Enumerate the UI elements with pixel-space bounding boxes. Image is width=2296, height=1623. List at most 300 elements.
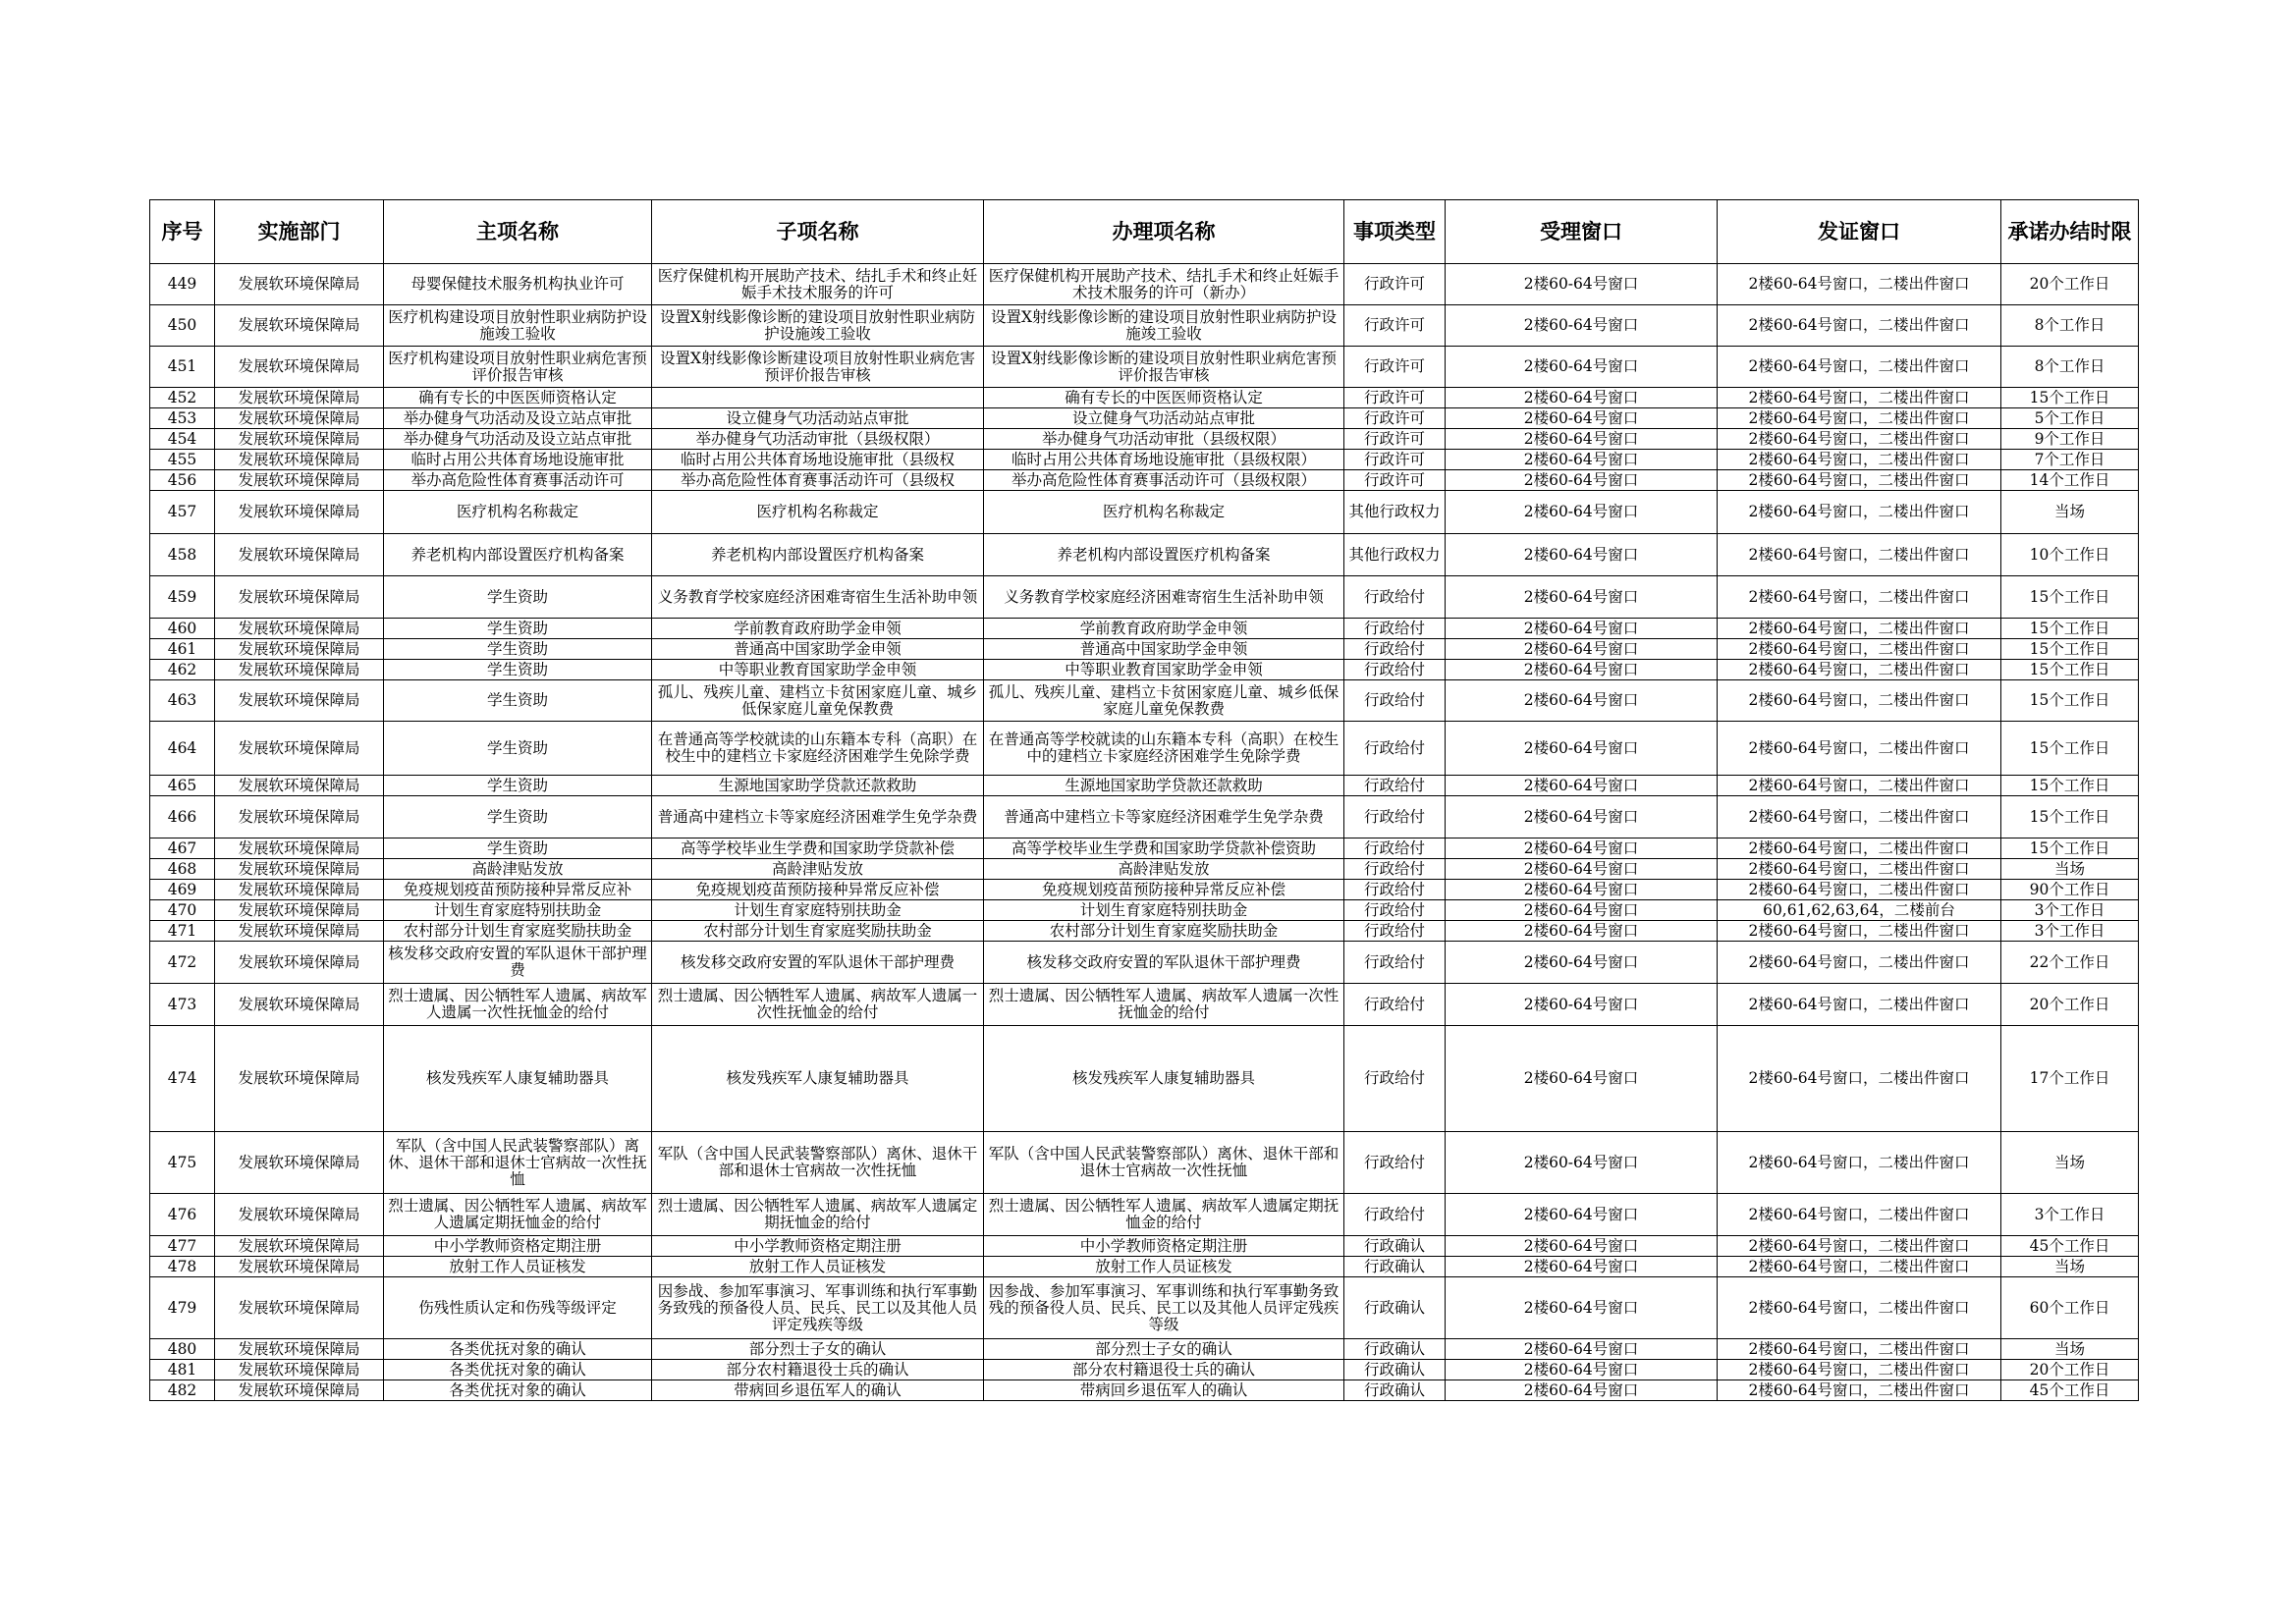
row-index: 475 xyxy=(150,1132,215,1194)
row-item-type: 行政许可 xyxy=(1344,388,1446,408)
row-department: 发展软环境保障局 xyxy=(215,859,384,880)
row-department: 发展软环境保障局 xyxy=(215,1026,384,1132)
row-item-type: 行政给付 xyxy=(1344,984,1446,1026)
row-time-limit: 当场 xyxy=(2001,1339,2139,1360)
row-handling-item: 因参战、参加军事演习、军事训练和执行军事勤务致残的预备役人员、民兵、民工以及其他人员评定残疾等级 xyxy=(984,1277,1344,1339)
row-handling-item: 普通高中国家助学金申领 xyxy=(984,639,1344,660)
row-handling-item: 在普通高等学校就读的山东籍本专科（高职）在校生中的建档立卡家庭经济困难学生免除学费 xyxy=(984,722,1344,776)
row-item-type: 行政确认 xyxy=(1344,1339,1446,1360)
row-sub-item: 学前教育政府助学金申领 xyxy=(652,619,984,639)
row-item-type: 行政给付 xyxy=(1344,619,1446,639)
table-row xyxy=(150,639,2139,660)
row-issue-window: 2楼60-64号窗口，二楼出件窗口 xyxy=(1718,1194,2001,1236)
row-issue-window: 2楼60-64号窗口，二楼出件窗口 xyxy=(1718,639,2001,660)
row-item-type: 行政给付 xyxy=(1344,1132,1446,1194)
row-sub-item: 免疫规划疫苗预防接种异常反应补偿 xyxy=(652,880,984,900)
row-main-item: 各类优抚对象的确认 xyxy=(384,1360,652,1380)
row-issue-window: 2楼60-64号窗口，二楼出件窗口 xyxy=(1718,534,2001,576)
row-accept-window: 2楼60-64号窗口 xyxy=(1446,470,1718,491)
table-row xyxy=(150,1194,2139,1236)
row-accept-window: 2楼60-64号窗口 xyxy=(1446,1194,1718,1236)
row-accept-window: 2楼60-64号窗口 xyxy=(1446,1339,1718,1360)
header-time-limit: 承诺办结时限 xyxy=(2001,200,2139,264)
row-index: 479 xyxy=(150,1277,215,1339)
row-issue-window: 2楼60-64号窗口，二楼出件窗口 xyxy=(1718,880,2001,900)
row-item-type: 其他行政权力 xyxy=(1344,491,1446,534)
row-time-limit: 15个工作日 xyxy=(2001,722,2139,776)
table-row xyxy=(150,1339,2139,1360)
row-sub-item: 高龄津贴发放 xyxy=(652,859,984,880)
table-row xyxy=(150,984,2139,1026)
row-item-type: 行政给付 xyxy=(1344,776,1446,796)
row-index: 476 xyxy=(150,1194,215,1236)
row-item-type: 行政给付 xyxy=(1344,900,1446,921)
row-main-item: 养老机构内部设置医疗机构备案 xyxy=(384,534,652,576)
row-handling-item: 医疗机构名称裁定 xyxy=(984,491,1344,534)
row-accept-window: 2楼60-64号窗口 xyxy=(1446,534,1718,576)
row-issue-window: 2楼60-64号窗口，二楼出件窗口 xyxy=(1718,1380,2001,1401)
row-index: 473 xyxy=(150,984,215,1026)
row-item-type: 行政许可 xyxy=(1344,347,1446,388)
table-body xyxy=(150,264,2139,1401)
row-main-item: 母婴保健技术服务机构执业许可 xyxy=(384,264,652,305)
row-index: 480 xyxy=(150,1339,215,1360)
row-handling-item: 设置X射线影像诊断的建设项目放射性职业病危害预评价报告审核 xyxy=(984,347,1344,388)
row-accept-window: 2楼60-64号窗口 xyxy=(1446,900,1718,921)
row-sub-item: 放射工作人员证核发 xyxy=(652,1257,984,1277)
row-item-type: 行政给付 xyxy=(1344,1194,1446,1236)
row-accept-window: 2楼60-64号窗口 xyxy=(1446,1277,1718,1339)
row-time-limit: 8个工作日 xyxy=(2001,305,2139,347)
row-main-item: 临时占用公共体育场地设施审批 xyxy=(384,450,652,470)
row-department: 发展软环境保障局 xyxy=(215,984,384,1026)
row-handling-item: 中小学教师资格定期注册 xyxy=(984,1236,1344,1257)
row-sub-item: 带病回乡退伍军人的确认 xyxy=(652,1380,984,1401)
row-issue-window: 2楼60-64号窗口，二楼出件窗口 xyxy=(1718,1236,2001,1257)
row-accept-window: 2楼60-64号窗口 xyxy=(1446,1360,1718,1380)
row-index: 450 xyxy=(150,305,215,347)
row-department: 发展软环境保障局 xyxy=(215,900,384,921)
row-index: 462 xyxy=(150,660,215,680)
row-index: 474 xyxy=(150,1026,215,1132)
row-time-limit: 8个工作日 xyxy=(2001,347,2139,388)
row-item-type: 行政给付 xyxy=(1344,722,1446,776)
table-row xyxy=(150,388,2139,408)
table-row xyxy=(150,660,2139,680)
row-issue-window: 2楼60-64号窗口，二楼出件窗口 xyxy=(1718,1360,2001,1380)
row-time-limit: 3个工作日 xyxy=(2001,1194,2139,1236)
row-sub-item: 中等职业教育国家助学金申领 xyxy=(652,660,984,680)
row-main-item: 计划生育家庭特别扶助金 xyxy=(384,900,652,921)
row-main-item: 确有专长的中医医师资格认定 xyxy=(384,388,652,408)
table-row xyxy=(150,722,2139,776)
row-index: 452 xyxy=(150,388,215,408)
row-accept-window: 2楼60-64号窗口 xyxy=(1446,347,1718,388)
row-main-item: 学生资助 xyxy=(384,839,652,859)
row-handling-item: 放射工作人员证核发 xyxy=(984,1257,1344,1277)
row-department: 发展软环境保障局 xyxy=(215,776,384,796)
row-main-item: 医疗机构建设项目放射性职业病危害预评价报告审核 xyxy=(384,347,652,388)
row-index: 460 xyxy=(150,619,215,639)
row-index: 455 xyxy=(150,450,215,470)
row-main-item: 学生资助 xyxy=(384,639,652,660)
row-item-type: 行政确认 xyxy=(1344,1277,1446,1339)
row-sub-item: 设置X射线影像诊断的建设项目放射性职业病防护设施竣工验收 xyxy=(652,305,984,347)
row-time-limit: 9个工作日 xyxy=(2001,429,2139,450)
row-item-type: 行政许可 xyxy=(1344,408,1446,429)
row-main-item: 高龄津贴发放 xyxy=(384,859,652,880)
row-sub-item: 义务教育学校家庭经济困难寄宿生生活补助申领 xyxy=(652,576,984,619)
table-row xyxy=(150,534,2139,576)
row-time-limit: 10个工作日 xyxy=(2001,534,2139,576)
row-handling-item: 医疗保健机构开展助产技术、结扎手术和终止妊娠手术技术服务的许可（新办） xyxy=(984,264,1344,305)
services-table xyxy=(149,199,2139,1401)
row-sub-item: 生源地国家助学贷款还款救助 xyxy=(652,776,984,796)
row-issue-window: 2楼60-64号窗口，二楼出件窗口 xyxy=(1718,429,2001,450)
row-item-type: 行政许可 xyxy=(1344,450,1446,470)
row-index: 482 xyxy=(150,1380,215,1401)
row-issue-window: 2楼60-64号窗口，二楼出件窗口 xyxy=(1718,470,2001,491)
row-accept-window: 2楼60-64号窗口 xyxy=(1446,388,1718,408)
row-accept-window: 2楼60-64号窗口 xyxy=(1446,1380,1718,1401)
row-department: 发展软环境保障局 xyxy=(215,1257,384,1277)
row-sub-item: 军队（含中国人民武装警察部队）离休、退休干部和退休士官病故一次性抚恤 xyxy=(652,1132,984,1194)
row-index: 458 xyxy=(150,534,215,576)
row-main-item: 核发移交政府安置的军队退休干部护理费 xyxy=(384,942,652,984)
row-sub-item xyxy=(652,388,984,408)
row-department: 发展软环境保障局 xyxy=(215,388,384,408)
row-issue-window: 2楼60-64号窗口，二楼出件窗口 xyxy=(1718,1026,2001,1132)
row-index: 461 xyxy=(150,639,215,660)
row-index: 456 xyxy=(150,470,215,491)
row-department: 发展软环境保障局 xyxy=(215,491,384,534)
row-main-item: 免疫规划疫苗预防接种异常反应补 xyxy=(384,880,652,900)
row-item-type: 行政给付 xyxy=(1344,839,1446,859)
row-item-type: 行政给付 xyxy=(1344,859,1446,880)
row-time-limit: 3个工作日 xyxy=(2001,921,2139,942)
row-department: 发展软环境保障局 xyxy=(215,576,384,619)
row-handling-item: 举办健身气功活动审批（县级权限） xyxy=(984,429,1344,450)
row-sub-item: 设立健身气功活动站点审批 xyxy=(652,408,984,429)
row-accept-window: 2楼60-64号窗口 xyxy=(1446,1132,1718,1194)
row-accept-window: 2楼60-64号窗口 xyxy=(1446,639,1718,660)
table-row xyxy=(150,491,2139,534)
table-row xyxy=(150,576,2139,619)
row-handling-item: 义务教育学校家庭经济困难寄宿生生活补助申领 xyxy=(984,576,1344,619)
row-accept-window: 2楼60-64号窗口 xyxy=(1446,305,1718,347)
row-department: 发展软环境保障局 xyxy=(215,1339,384,1360)
row-accept-window: 2楼60-64号窗口 xyxy=(1446,984,1718,1026)
row-handling-item: 设立健身气功活动站点审批 xyxy=(984,408,1344,429)
row-item-type: 行政给付 xyxy=(1344,639,1446,660)
row-issue-window: 2楼60-64号窗口，二楼出件窗口 xyxy=(1718,859,2001,880)
row-sub-item: 普通高中国家助学金申领 xyxy=(652,639,984,660)
row-main-item: 举办健身气功活动及设立站点审批 xyxy=(384,429,652,450)
table-row xyxy=(150,450,2139,470)
row-accept-window: 2楼60-64号窗口 xyxy=(1446,660,1718,680)
row-issue-window: 2楼60-64号窗口，二楼出件窗口 xyxy=(1718,491,2001,534)
row-main-item: 核发残疾军人康复辅助器具 xyxy=(384,1026,652,1132)
row-accept-window: 2楼60-64号窗口 xyxy=(1446,776,1718,796)
row-department: 发展软环境保障局 xyxy=(215,880,384,900)
row-item-type: 行政许可 xyxy=(1344,429,1446,450)
row-sub-item: 烈士遗属、因公牺牲军人遗属、病故军人遗属一次性抚恤金的给付 xyxy=(652,984,984,1026)
table-row xyxy=(150,859,2139,880)
row-issue-window: 2楼60-64号窗口，二楼出件窗口 xyxy=(1718,450,2001,470)
row-accept-window: 2楼60-64号窗口 xyxy=(1446,450,1718,470)
row-index: 481 xyxy=(150,1360,215,1380)
table-row xyxy=(150,942,2139,984)
row-department: 发展软环境保障局 xyxy=(215,619,384,639)
row-time-limit: 7个工作日 xyxy=(2001,450,2139,470)
table-row xyxy=(150,1026,2139,1132)
header-issue-window: 发证窗口 xyxy=(1718,200,2001,264)
row-sub-item: 核发残疾军人康复辅助器具 xyxy=(652,1026,984,1132)
row-accept-window: 2楼60-64号窗口 xyxy=(1446,680,1718,722)
row-index: 453 xyxy=(150,408,215,429)
row-index: 469 xyxy=(150,880,215,900)
row-handling-item: 生源地国家助学贷款还款救助 xyxy=(984,776,1344,796)
row-index: 467 xyxy=(150,839,215,859)
row-issue-window: 2楼60-64号窗口，二楼出件窗口 xyxy=(1718,776,2001,796)
row-main-item: 各类优抚对象的确认 xyxy=(384,1339,652,1360)
row-accept-window: 2楼60-64号窗口 xyxy=(1446,429,1718,450)
row-handling-item: 核发残疾军人康复辅助器具 xyxy=(984,1026,1344,1132)
row-issue-window: 2楼60-64号窗口，二楼出件窗口 xyxy=(1718,722,2001,776)
row-department: 发展软环境保障局 xyxy=(215,839,384,859)
row-index: 472 xyxy=(150,942,215,984)
table-row xyxy=(150,1277,2139,1339)
row-item-type: 行政给付 xyxy=(1344,796,1446,839)
row-time-limit: 当场 xyxy=(2001,1132,2139,1194)
table-row xyxy=(150,347,2139,388)
row-item-type: 其他行政权力 xyxy=(1344,534,1446,576)
row-time-limit: 15个工作日 xyxy=(2001,639,2139,660)
row-main-item: 农村部分计划生育家庭奖励扶助金 xyxy=(384,921,652,942)
row-department: 发展软环境保障局 xyxy=(215,1360,384,1380)
row-department: 发展软环境保障局 xyxy=(215,921,384,942)
row-issue-window: 2楼60-64号窗口，二楼出件窗口 xyxy=(1718,839,2001,859)
row-department: 发展软环境保障局 xyxy=(215,1194,384,1236)
row-item-type: 行政确认 xyxy=(1344,1257,1446,1277)
row-time-limit: 15个工作日 xyxy=(2001,796,2139,839)
row-issue-window: 2楼60-64号窗口，二楼出件窗口 xyxy=(1718,942,2001,984)
row-issue-window: 2楼60-64号窗口，二楼出件窗口 xyxy=(1718,1277,2001,1339)
row-main-item: 学生资助 xyxy=(384,680,652,722)
row-index: 451 xyxy=(150,347,215,388)
table-row xyxy=(150,264,2139,305)
row-handling-item: 确有专长的中医医师资格认定 xyxy=(984,388,1344,408)
row-department: 发展软环境保障局 xyxy=(215,534,384,576)
table-row xyxy=(150,921,2139,942)
row-sub-item: 中小学教师资格定期注册 xyxy=(652,1236,984,1257)
row-time-limit: 15个工作日 xyxy=(2001,576,2139,619)
row-handling-item: 带病回乡退伍军人的确认 xyxy=(984,1380,1344,1401)
row-time-limit: 15个工作日 xyxy=(2001,776,2139,796)
row-main-item: 医疗机构建设项目放射性职业病防护设施竣工验收 xyxy=(384,305,652,347)
row-handling-item: 核发移交政府安置的军队退休干部护理费 xyxy=(984,942,1344,984)
table-row xyxy=(150,305,2139,347)
row-main-item: 举办高危险性体育赛事活动许可 xyxy=(384,470,652,491)
row-handling-item: 孤儿、残疾儿童、建档立卡贫困家庭儿童、城乡低保家庭儿童免保教费 xyxy=(984,680,1344,722)
row-issue-window: 2楼60-64号窗口，二楼出件窗口 xyxy=(1718,347,2001,388)
row-sub-item: 医疗保健机构开展助产技术、结扎手术和终止妊娠手术技术服务的许可 xyxy=(652,264,984,305)
table-row xyxy=(150,900,2139,921)
header-handling-item: 办理项名称 xyxy=(984,200,1344,264)
row-time-limit: 当场 xyxy=(2001,859,2139,880)
row-item-type: 行政给付 xyxy=(1344,921,1446,942)
row-main-item: 学生资助 xyxy=(384,660,652,680)
row-department: 发展软环境保障局 xyxy=(215,264,384,305)
row-sub-item: 普通高中建档立卡等家庭经济困难学生免学杂费 xyxy=(652,796,984,839)
row-department: 发展软环境保障局 xyxy=(215,942,384,984)
row-sub-item: 高等学校毕业生学费和国家助学贷款补偿 xyxy=(652,839,984,859)
row-index: 470 xyxy=(150,900,215,921)
row-time-limit: 20个工作日 xyxy=(2001,264,2139,305)
row-index: 468 xyxy=(150,859,215,880)
row-issue-window: 2楼60-64号窗口，二楼出件窗口 xyxy=(1718,305,2001,347)
row-handling-item: 军队（含中国人民武装警察部队）离休、退休干部和退休士官病故一次性抚恤 xyxy=(984,1132,1344,1194)
row-time-limit: 14个工作日 xyxy=(2001,470,2139,491)
row-department: 发展软环境保障局 xyxy=(215,639,384,660)
row-time-limit: 5个工作日 xyxy=(2001,408,2139,429)
row-time-limit: 90个工作日 xyxy=(2001,880,2139,900)
row-issue-window: 60,61,62,63,64，二楼前台 xyxy=(1718,900,2001,921)
row-department: 发展软环境保障局 xyxy=(215,660,384,680)
table-row xyxy=(150,880,2139,900)
row-issue-window: 2楼60-64号窗口，二楼出件窗口 xyxy=(1718,408,2001,429)
row-sub-item: 临时占用公共体育场地设施审批（县级权 xyxy=(652,450,984,470)
row-main-item: 举办健身气功活动及设立站点审批 xyxy=(384,408,652,429)
row-main-item: 学生资助 xyxy=(384,619,652,639)
row-main-item: 医疗机构名称裁定 xyxy=(384,491,652,534)
row-accept-window: 2楼60-64号窗口 xyxy=(1446,796,1718,839)
row-item-type: 行政确认 xyxy=(1344,1236,1446,1257)
row-sub-item: 举办健身气功活动审批（县级权限） xyxy=(652,429,984,450)
row-sub-item: 孤儿、残疾儿童、建档立卡贫困家庭儿童、城乡低保家庭儿童免保教费 xyxy=(652,680,984,722)
row-accept-window: 2楼60-64号窗口 xyxy=(1446,839,1718,859)
row-handling-item: 普通高中建档立卡等家庭经济困难学生免学杂费 xyxy=(984,796,1344,839)
table-row xyxy=(150,1380,2139,1401)
row-time-limit: 20个工作日 xyxy=(2001,1360,2139,1380)
row-issue-window: 2楼60-64号窗口，二楼出件窗口 xyxy=(1718,576,2001,619)
table-row xyxy=(150,680,2139,722)
row-handling-item: 部分烈士子女的确认 xyxy=(984,1339,1344,1360)
table-row xyxy=(150,776,2139,796)
table-row xyxy=(150,470,2139,491)
row-time-limit: 15个工作日 xyxy=(2001,839,2139,859)
row-item-type: 行政给付 xyxy=(1344,660,1446,680)
row-accept-window: 2楼60-64号窗口 xyxy=(1446,1236,1718,1257)
row-department: 发展软环境保障局 xyxy=(215,1277,384,1339)
row-accept-window: 2楼60-64号窗口 xyxy=(1446,576,1718,619)
row-handling-item: 烈士遗属、因公牺牲军人遗属、病故军人遗属一次性抚恤金的给付 xyxy=(984,984,1344,1026)
row-time-limit: 22个工作日 xyxy=(2001,942,2139,984)
table-row xyxy=(150,1236,2139,1257)
row-issue-window: 2楼60-64号窗口，二楼出件窗口 xyxy=(1718,680,2001,722)
row-accept-window: 2楼60-64号窗口 xyxy=(1446,619,1718,639)
row-department: 发展软环境保障局 xyxy=(215,1236,384,1257)
row-index: 471 xyxy=(150,921,215,942)
row-issue-window: 2楼60-64号窗口，二楼出件窗口 xyxy=(1718,1257,2001,1277)
header-index: 序号 xyxy=(150,200,215,264)
row-time-limit: 45个工作日 xyxy=(2001,1380,2139,1401)
row-index: 477 xyxy=(150,1236,215,1257)
row-index: 464 xyxy=(150,722,215,776)
row-item-type: 行政给付 xyxy=(1344,576,1446,619)
row-department: 发展软环境保障局 xyxy=(215,680,384,722)
row-department: 发展软环境保障局 xyxy=(215,450,384,470)
row-main-item: 伤残性质认定和伤残等级评定 xyxy=(384,1277,652,1339)
header-row xyxy=(150,200,2139,264)
row-sub-item: 核发移交政府安置的军队退休干部护理费 xyxy=(652,942,984,984)
header-accept-window: 受理窗口 xyxy=(1446,200,1718,264)
row-handling-item: 中等职业教育国家助学金申领 xyxy=(984,660,1344,680)
row-item-type: 行政确认 xyxy=(1344,1380,1446,1401)
table-row xyxy=(150,839,2139,859)
row-issue-window: 2楼60-64号窗口，二楼出件窗口 xyxy=(1718,660,2001,680)
row-department: 发展软环境保障局 xyxy=(215,722,384,776)
table-row xyxy=(150,408,2139,429)
row-time-limit: 15个工作日 xyxy=(2001,388,2139,408)
row-accept-window: 2楼60-64号窗口 xyxy=(1446,942,1718,984)
row-accept-window: 2楼60-64号窗口 xyxy=(1446,408,1718,429)
row-item-type: 行政给付 xyxy=(1344,1026,1446,1132)
row-accept-window: 2楼60-64号窗口 xyxy=(1446,722,1718,776)
row-item-type: 行政给付 xyxy=(1344,942,1446,984)
row-issue-window: 2楼60-64号窗口，二楼出件窗口 xyxy=(1718,388,2001,408)
table-row xyxy=(150,1360,2139,1380)
row-item-type: 行政给付 xyxy=(1344,880,1446,900)
row-sub-item: 在普通高等学校就读的山东籍本专科（高职）在校生中的建档立卡家庭经济困难学生免除学费 xyxy=(652,722,984,776)
row-department: 发展软环境保障局 xyxy=(215,305,384,347)
row-main-item: 中小学教师资格定期注册 xyxy=(384,1236,652,1257)
row-time-limit: 当场 xyxy=(2001,491,2139,534)
row-handling-item: 高龄津贴发放 xyxy=(984,859,1344,880)
row-sub-item: 养老机构内部设置医疗机构备案 xyxy=(652,534,984,576)
row-handling-item: 学前教育政府助学金申领 xyxy=(984,619,1344,639)
row-handling-item: 农村部分计划生育家庭奖励扶助金 xyxy=(984,921,1344,942)
row-time-limit: 45个工作日 xyxy=(2001,1236,2139,1257)
row-main-item: 放射工作人员证核发 xyxy=(384,1257,652,1277)
row-item-type: 行政确认 xyxy=(1344,1360,1446,1380)
row-sub-item: 设置X射线影像诊断建设项目放射性职业病危害预评价报告审核 xyxy=(652,347,984,388)
row-department: 发展软环境保障局 xyxy=(215,408,384,429)
row-index: 478 xyxy=(150,1257,215,1277)
row-accept-window: 2楼60-64号窗口 xyxy=(1446,1026,1718,1132)
row-main-item: 学生资助 xyxy=(384,796,652,839)
row-sub-item: 烈士遗属、因公牺牲军人遗属、病故军人遗属定期抚恤金的给付 xyxy=(652,1194,984,1236)
row-handling-item: 高等学校毕业生学费和国家助学贷款补偿资助 xyxy=(984,839,1344,859)
row-handling-item: 设置X射线影像诊断的建设项目放射性职业病防护设施竣工验收 xyxy=(984,305,1344,347)
row-department: 发展软环境保障局 xyxy=(215,1380,384,1401)
row-issue-window: 2楼60-64号窗口，二楼出件窗口 xyxy=(1718,796,2001,839)
header-sub-item: 子项名称 xyxy=(652,200,984,264)
header-department: 实施部门 xyxy=(215,200,384,264)
row-sub-item: 医疗机构名称裁定 xyxy=(652,491,984,534)
row-index: 457 xyxy=(150,491,215,534)
row-index: 449 xyxy=(150,264,215,305)
table-row xyxy=(150,429,2139,450)
row-handling-item: 举办高危险性体育赛事活动许可（县级权限） xyxy=(984,470,1344,491)
row-index: 465 xyxy=(150,776,215,796)
row-handling-item: 养老机构内部设置医疗机构备案 xyxy=(984,534,1344,576)
row-department: 发展软环境保障局 xyxy=(215,347,384,388)
row-index: 459 xyxy=(150,576,215,619)
row-index: 454 xyxy=(150,429,215,450)
row-time-limit: 60个工作日 xyxy=(2001,1277,2139,1339)
row-main-item: 学生资助 xyxy=(384,776,652,796)
